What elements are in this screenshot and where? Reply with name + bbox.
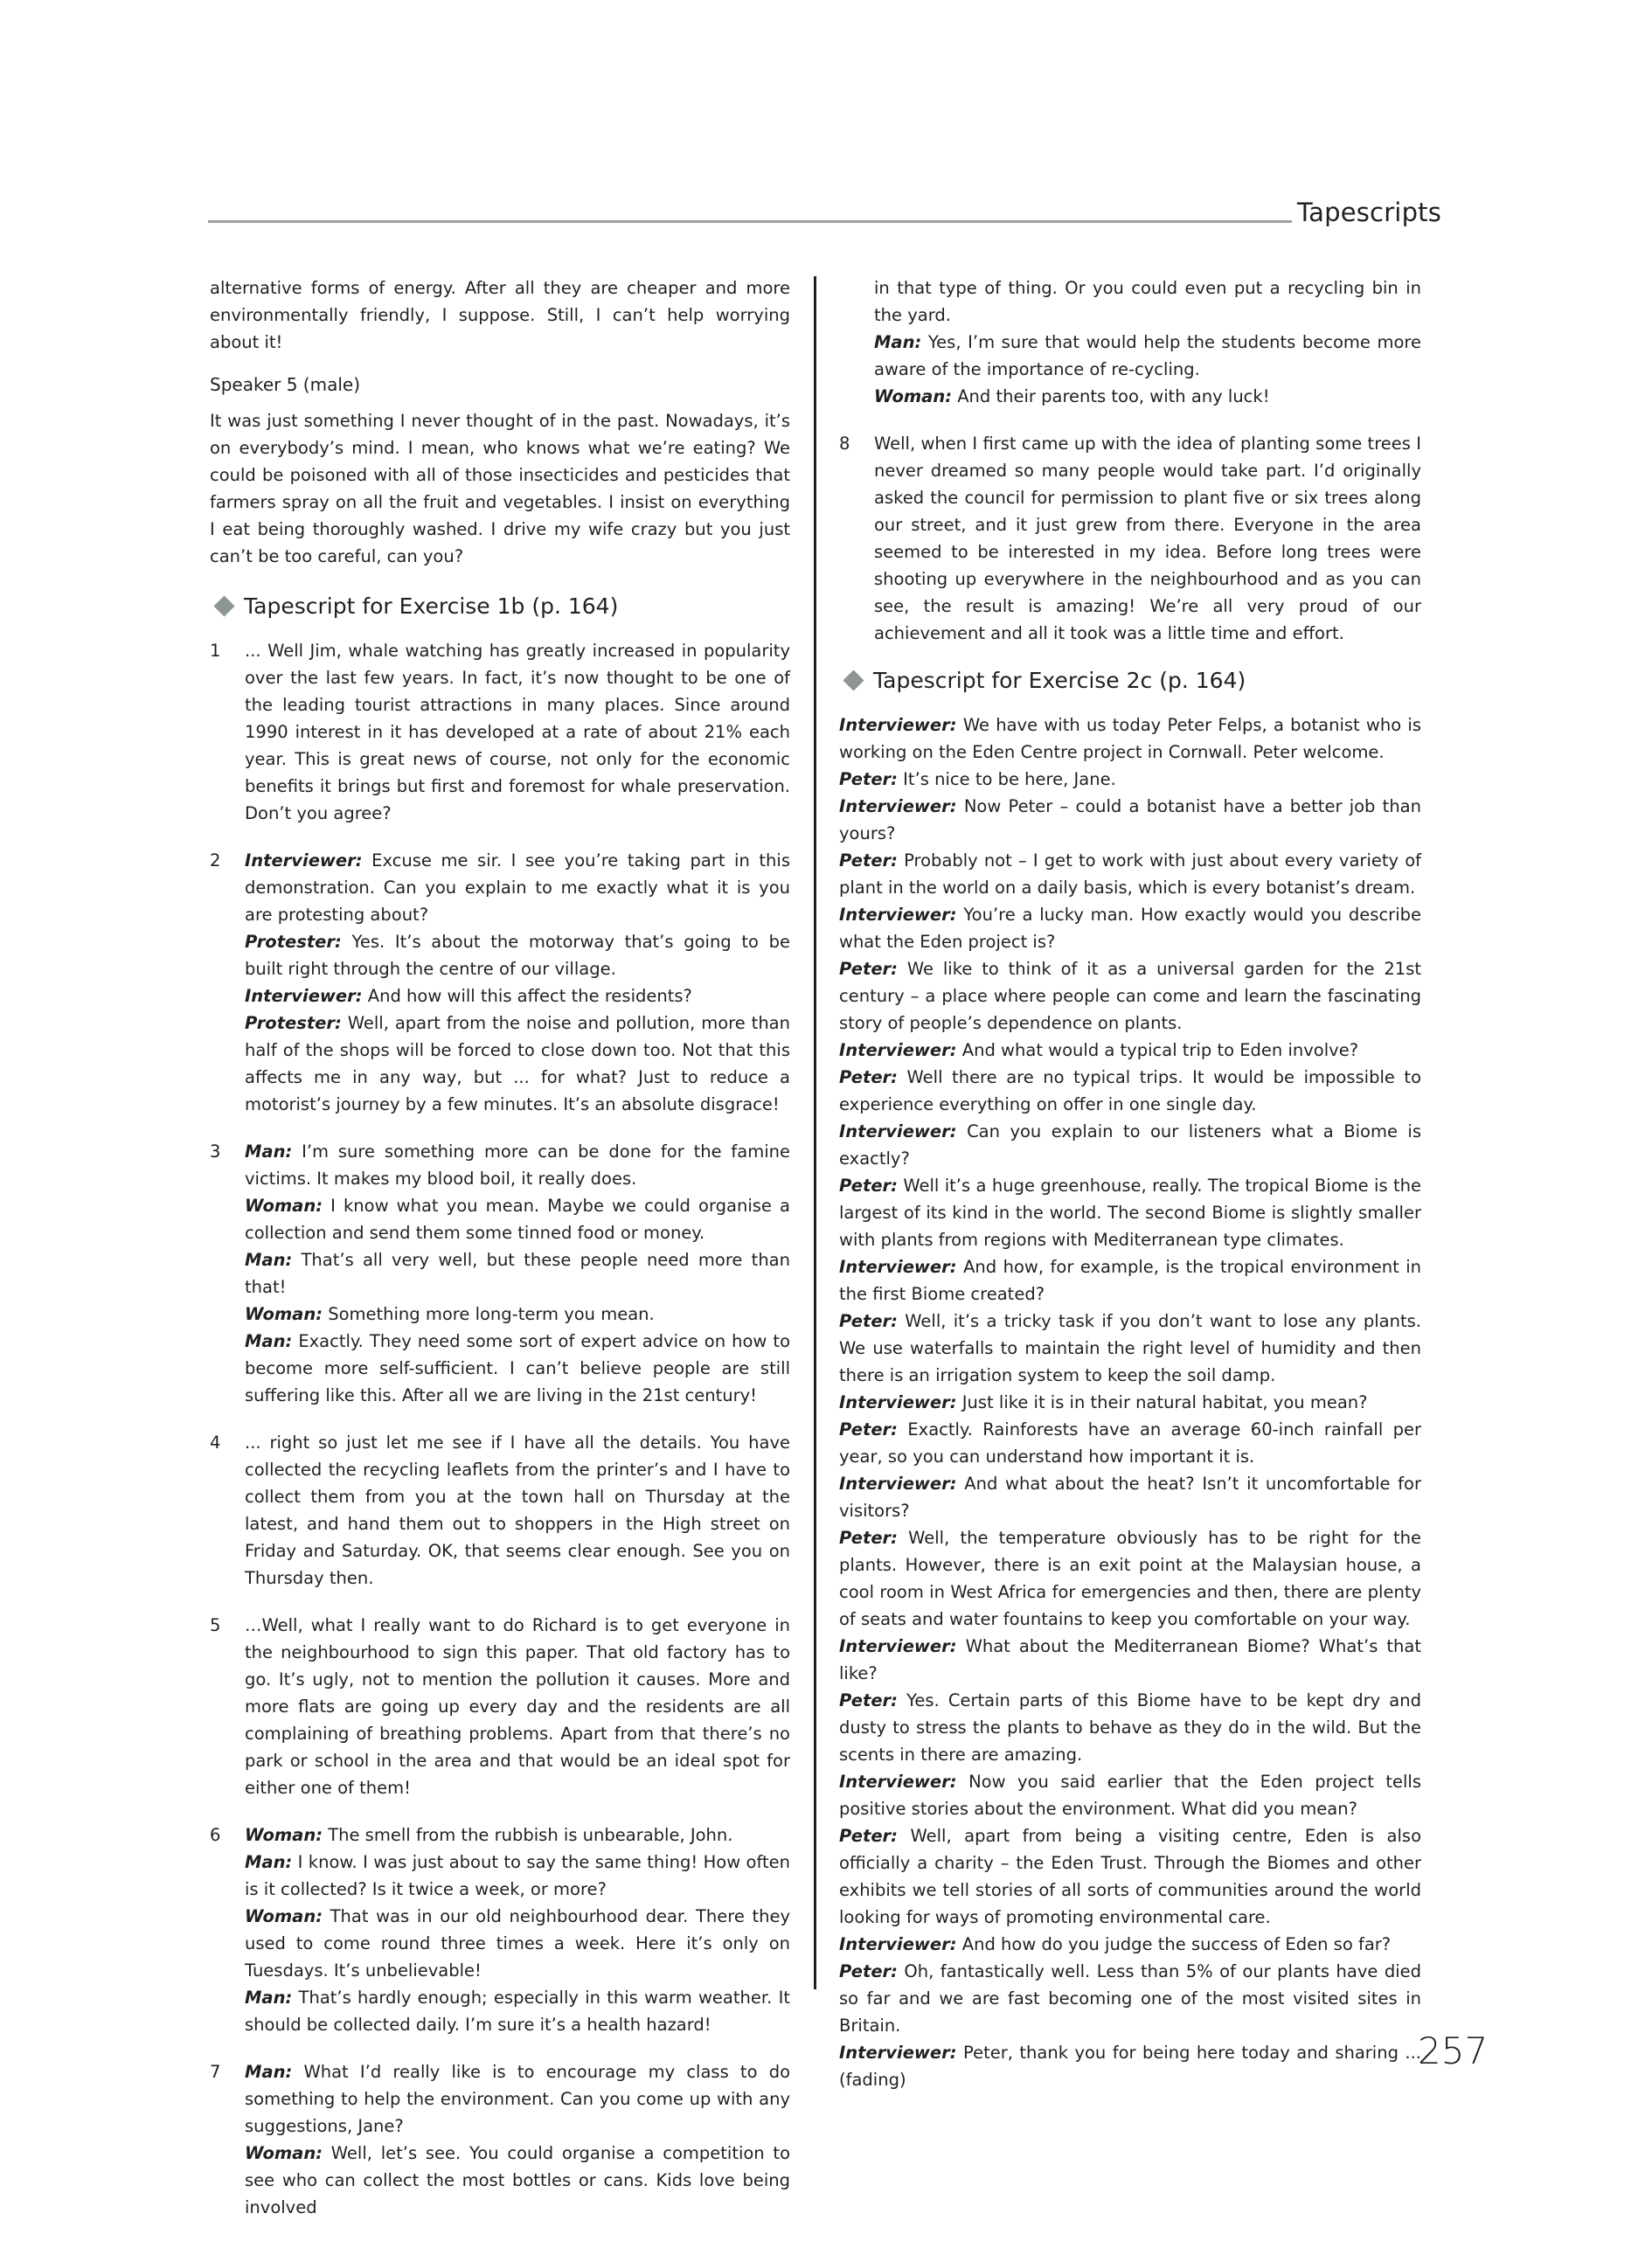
dialogue-line bbox=[245, 847, 790, 928]
dialogue-line bbox=[245, 928, 790, 982]
dialogue-line bbox=[839, 1118, 1421, 1172]
line-text: And what about the heat? Isn’t it uncomfortable for visitors? bbox=[839, 1474, 1421, 1521]
line-text: ... Well Jim, whale watching has greatly increased in popularity over the last few years. In fact, it’s now thought to be one of the leading tourist attractions in many places. Since around 1990 interest in it has developed at a rate of about 21% each year. This is great news of course, not only for the economic benefits it brings but first and foremost for whale preservation. Don’t you agree? bbox=[245, 641, 790, 823]
speaker-label: Man: bbox=[245, 2062, 293, 2082]
line-text: Something more long-term you mean. bbox=[328, 1304, 655, 1324]
item-number: 7 bbox=[210, 2062, 221, 2082]
dialogue-line bbox=[245, 1821, 790, 1849]
item-number: 3 bbox=[210, 1141, 221, 1162]
line-text: And how will this affect the residents? bbox=[367, 986, 692, 1006]
line-text: That’s all very well, but these people need more than that! bbox=[245, 1250, 790, 1297]
section-heading-2c bbox=[839, 667, 1421, 694]
dialogue-line bbox=[245, 2140, 790, 2221]
running-header-title: Tapescripts bbox=[1297, 198, 1442, 227]
section-title: Tapescript for Exercise 1b (p. 164) bbox=[244, 593, 619, 619]
item-number: 1 bbox=[210, 641, 221, 661]
line-text: Can you explain to our listeners what a Biome is exactly? bbox=[839, 1121, 1421, 1169]
dialogue-line bbox=[839, 1822, 1421, 1931]
exercise-1b-items bbox=[210, 637, 790, 2221]
speaker-label: Interviewer: bbox=[245, 986, 363, 1006]
dialogue-line bbox=[245, 1984, 790, 2038]
dialogue-line bbox=[839, 1931, 1421, 1958]
speaker-label: Protester: bbox=[245, 932, 342, 952]
speaker-label: Interviewer: bbox=[245, 850, 363, 871]
speaker-label: Woman: bbox=[245, 1196, 323, 1216]
dialogue-line bbox=[839, 1768, 1421, 1822]
line-text: Peter, thank you for being here today and sharing ... (fading) bbox=[839, 2043, 1421, 2090]
left-column bbox=[210, 274, 790, 2241]
dialogue-line bbox=[839, 1416, 1421, 1470]
speaker-label: Peter: bbox=[839, 1961, 898, 1981]
list-item bbox=[210, 1821, 790, 2038]
line-text: It’s nice to be here, Jane. bbox=[903, 769, 1116, 789]
dialogue-line bbox=[839, 766, 1421, 793]
line-text: Oh, fantastically well. Less than 5% of our plants have died so far and we are fast becoming one of the most visited sites in Britain. bbox=[839, 1961, 1421, 2036]
speaker-label: Interviewer: bbox=[839, 2043, 957, 2063]
line-text: You’re a lucky man. How exactly would you describe what the Eden project is? bbox=[839, 905, 1421, 952]
dialogue-line bbox=[245, 1849, 790, 1903]
page-number: 257 bbox=[1418, 2029, 1489, 2072]
item-7-continuation bbox=[874, 274, 1421, 410]
speaker-label: Peter: bbox=[839, 1419, 898, 1440]
line-text: We have with us today Peter Felps, a botanist who is working on the Eden Centre project in Cornwall. Peter welcome. bbox=[839, 715, 1421, 762]
speaker-label: Peter: bbox=[839, 1067, 898, 1087]
item-number: 8 bbox=[839, 434, 850, 454]
line-text: Yes. Certain parts of this Biome have to be kept dry and dusty to stress the plants to behave as they do in the wild. But the scents in there are amazing. bbox=[839, 1690, 1421, 1765]
speaker-label: Interviewer: bbox=[839, 1392, 957, 1412]
dialogue-line bbox=[839, 1687, 1421, 1768]
dialogue-line bbox=[839, 1253, 1421, 1308]
line-text: I know. I was just about to say the same thing! How often is it collected? Is it twice a week, or more? bbox=[245, 1852, 791, 1899]
speaker-label: Interviewer: bbox=[839, 1257, 957, 1277]
item-number: 6 bbox=[210, 1825, 221, 1845]
intro-paragraph: alternative forms of energy. After all they are cheaper and more environmentally friendly, I suppose. Still, I can’t help worrying about it! bbox=[210, 278, 790, 352]
dialogue-line bbox=[839, 955, 1421, 1037]
dialogue-line bbox=[839, 901, 1421, 955]
speaker-label: Woman: bbox=[874, 386, 952, 406]
dialogue-line bbox=[245, 982, 790, 1009]
dialogue-line bbox=[839, 1308, 1421, 1389]
speaker-label: Peter: bbox=[839, 769, 898, 789]
dialogue-line bbox=[245, 1903, 790, 1984]
dialogue-line bbox=[839, 1389, 1421, 1416]
dialogue-line bbox=[839, 1064, 1421, 1118]
item-number: 2 bbox=[210, 850, 221, 871]
line-text: Excuse me sir. I see you’re taking part in this demonstration. Can you explain to me exactly what it is you are protesting about? bbox=[245, 850, 790, 925]
speaker-5-heading: Speaker 5 (male) bbox=[210, 374, 360, 395]
line-text: Exactly. They need some sort of expert advice on how to become more self-sufficient. I can’t believe people are still suffering like this. After all we are living in the 21st century! bbox=[245, 1331, 790, 1405]
list-item bbox=[210, 1138, 790, 1409]
speaker-label: Interviewer: bbox=[839, 1934, 957, 1954]
line-text: …Well, what I really want to do Richard is to get everyone in the neighbourhood to sign this paper. That old factory has to go. It’s ugly, not to mention the pollution it causes. More and more flats are going up every day and the residents are all complaining of breathing problems. Apart from that there’s no park or school in the area and that would be an ideal spot for either one of them! bbox=[245, 1615, 790, 1798]
dialogue-line bbox=[839, 1524, 1421, 1633]
line-text: What I’d really like is to encourage my class to do something to help the environment. Can you come up with any suggestions, Jane? bbox=[245, 2062, 791, 2136]
speaker-label: Man: bbox=[874, 332, 922, 352]
dialogue-line bbox=[839, 1470, 1421, 1524]
header-rule bbox=[208, 220, 1292, 223]
speaker-label: Woman: bbox=[245, 1825, 323, 1845]
dialogue-line bbox=[245, 1009, 790, 1118]
speaker-label: Woman: bbox=[245, 2143, 323, 2163]
dialogue-line bbox=[245, 1612, 790, 1801]
speaker-label: Peter: bbox=[839, 1311, 898, 1331]
line-text: And their parents too, with any luck! bbox=[957, 386, 1270, 406]
dialogue-line bbox=[245, 1328, 790, 1409]
line-text: That was in our old neighbourhood dear. There they used to come round three times a week. Here it’s only on Tuesdays. It’s unbelievable! bbox=[245, 1906, 790, 1981]
line-text: That’s hardly enough; especially in this warm weather. It should be collected daily. I’m sure it’s a health hazard! bbox=[245, 1988, 790, 2035]
item-text: Well, when I first came up with the idea of planting some trees I never dreamed so many people would take part. I’d originally asked the council for permission to plant five or six trees along our street, and it just grew from there. Everyone in the area seemed to be interested in my idea. Before long trees were shooting up everywhere in the neighbourhood and as you can see, the result is amazing! We’re all very proud of our achievement and all it took was a little time and effort. bbox=[874, 434, 1421, 643]
line-text: Yes. It’s about the motorway that’s going to be built right through the centre of our village. bbox=[245, 932, 790, 979]
dialogue-line bbox=[245, 1301, 790, 1328]
dialogue-line bbox=[839, 1172, 1421, 1253]
speaker-label: Peter: bbox=[839, 1826, 898, 1846]
list-item bbox=[210, 637, 790, 827]
line-text: Exactly. Rainforests have an average 60-inch rainfall per year, so you can understand how important it is. bbox=[839, 1419, 1422, 1467]
line-text: Well, apart from the noise and pollution, more than half of the shops will be forced to close down too. Not that this affects me in any way, but ... for what? Just to reduce a motorist’s journey by a few minutes. It’s an absolute disgrace! bbox=[245, 1013, 790, 1114]
line-text: We like to think of it as a universal garden for the 21st century – a place where people can come and learn the fascinating story of people’s dependence on plants. bbox=[839, 959, 1421, 1033]
right-column bbox=[839, 274, 1421, 2093]
dialogue-line bbox=[245, 1138, 790, 1192]
section-title: Tapescript for Exercise 2c (p. 164) bbox=[873, 668, 1246, 693]
line-text: Well it’s a huge greenhouse, really. The tropical Biome is the largest of its kind in the world. The second Biome is slightly smaller with plants from regions with Mediterranean type climates. bbox=[839, 1176, 1422, 1250]
diamond-bullet-icon bbox=[843, 670, 864, 690]
line-text: Now you said earlier that the Eden project tells positive stories about the environment. What did you mean? bbox=[839, 1772, 1421, 1819]
section-heading-1b bbox=[210, 593, 790, 620]
speaker-label: Peter: bbox=[839, 850, 898, 871]
speaker-label: Interviewer: bbox=[839, 1121, 957, 1141]
list-item bbox=[210, 2058, 790, 2221]
line-text: And how, for example, is the tropical environment in the first Biome created? bbox=[839, 1257, 1422, 1304]
line-text: Well, the temperature obviously has to be right for the plants. However, there is an exit point at the Malaysian house, a cool room in West Africa for emergencies and then, there are plenty of seats and water fountains to keep you comfortable on your way. bbox=[839, 1528, 1421, 1629]
line-text: ... right so just let me see if I have all the details. You have collected the recycling leaflets from the printer’s and I have to collect them from you at the town hall on Thursday at the latest, and hand them out to shoppers in the High street on Friday and Saturday. OK, that seems clear enough. See you on Thursday then. bbox=[245, 1433, 790, 1588]
line-text: Well, apart from being a visiting centre, Eden is also officially a charity – the Eden Trust. Through the Biomes and other exhibits we tell stories of all sorts of communities around the world looking for ways of promoting environmental care. bbox=[839, 1826, 1421, 1927]
item-number: 5 bbox=[210, 1615, 221, 1635]
line-text: Just like it is in their natural habitat, you mean? bbox=[961, 1392, 1368, 1412]
dialogue-line bbox=[245, 1192, 790, 1246]
speaker-label: Man: bbox=[245, 1331, 293, 1351]
speaker-label: Interviewer: bbox=[839, 1772, 957, 1792]
speaker-label: Woman: bbox=[245, 1304, 323, 1324]
speaker-5-paragraph: It was just something I never thought of in the past. Nowadays, it’s on everybody’s mind. I mean, who knows what we’re eating? We could be poisoned with all of those insecticides and pesticides that farmers spray on all the fruit and vegetables. I insist on everything I eat being thoroughly washed. I drive my wife crazy but you just can’t be too careful, can you? bbox=[210, 411, 790, 566]
line-text: What about the Mediterranean Biome? What’s that like? bbox=[839, 1636, 1421, 1683]
list-item bbox=[210, 847, 790, 1118]
speaker-label: Woman: bbox=[245, 1906, 323, 1926]
dialogue-line bbox=[839, 711, 1421, 766]
speaker-label: Peter: bbox=[839, 959, 898, 979]
item-number: 4 bbox=[210, 1433, 221, 1453]
line-text: Well, it’s a tricky task if you don’t want to lose any plants. We use waterfalls to maintain the right level of humidity and then there is an irrigation system to keep the soil damp. bbox=[839, 1311, 1421, 1385]
interview-dialogue bbox=[839, 711, 1421, 2093]
speaker-label: Peter: bbox=[839, 1528, 898, 1548]
speaker-label: Interviewer: bbox=[839, 1040, 957, 1060]
line-text: Well there are no typical trips. It would be impossible to experience everything on offer in one single day. bbox=[839, 1067, 1421, 1114]
dialogue-line bbox=[839, 793, 1421, 847]
dialogue-line bbox=[839, 1633, 1421, 1687]
list-item bbox=[839, 430, 1421, 647]
dialogue-line bbox=[245, 2058, 790, 2140]
speaker-label: Interviewer: bbox=[839, 1474, 957, 1494]
line-text: And how do you judge the success of Eden so far? bbox=[961, 1934, 1392, 1954]
speaker-label: Man: bbox=[245, 1250, 293, 1270]
speaker-label: Man: bbox=[245, 1141, 293, 1162]
line-text: And what would a typical trip to Eden involve? bbox=[961, 1040, 1359, 1060]
column-divider bbox=[814, 276, 816, 1989]
dialogue-line bbox=[839, 847, 1421, 901]
speaker-label: Man: bbox=[245, 1988, 293, 2008]
dialogue-line bbox=[839, 2039, 1421, 2093]
dialogue-line bbox=[245, 1429, 790, 1592]
line-text: Now Peter – could a botanist have a better job than yours? bbox=[839, 796, 1421, 843]
line-text: I know what you mean. Maybe we could organise a collection and send them some tinned food or money. bbox=[245, 1196, 790, 1243]
dialogue-line bbox=[874, 383, 1421, 410]
dialogue-line bbox=[874, 329, 1421, 383]
line-text: I’m sure something more can be done for the famine victims. It makes my blood boil, it really does. bbox=[245, 1141, 790, 1189]
speaker-label: Interviewer: bbox=[839, 905, 957, 925]
line-text: in that type of thing. Or you could even put a recycling bin in the yard. bbox=[874, 278, 1421, 325]
speaker-label: Man: bbox=[245, 1852, 293, 1872]
list-item bbox=[210, 1429, 790, 1592]
speaker-label: Peter: bbox=[839, 1176, 898, 1196]
line-text: Yes, I’m sure that would help the students become more aware of the importance of re-cycling. bbox=[874, 332, 1421, 379]
line-text: Well, let’s see. You could organise a competition to see who can collect the most bottles or cans. Kids love being involved bbox=[245, 2143, 790, 2217]
dialogue-line bbox=[839, 1958, 1421, 2039]
speaker-label: Interviewer: bbox=[839, 796, 957, 816]
speaker-label: Interviewer: bbox=[839, 715, 957, 735]
dialogue-line bbox=[839, 1037, 1421, 1064]
diamond-bullet-icon bbox=[213, 595, 234, 616]
dialogue-line bbox=[874, 274, 1421, 329]
list-item bbox=[210, 1612, 790, 1801]
line-text: The smell from the rubbish is unbearable, John. bbox=[328, 1825, 733, 1845]
speaker-label: Protester: bbox=[245, 1013, 342, 1033]
line-text: Probably not – I get to work with just about every variety of plant in the world on a daily basis, which is every botanist’s dream. bbox=[839, 850, 1421, 898]
dialogue-line bbox=[245, 637, 790, 827]
speaker-label: Interviewer: bbox=[839, 1636, 957, 1656]
speaker-label: Peter: bbox=[839, 1690, 898, 1710]
dialogue-line bbox=[245, 1246, 790, 1301]
